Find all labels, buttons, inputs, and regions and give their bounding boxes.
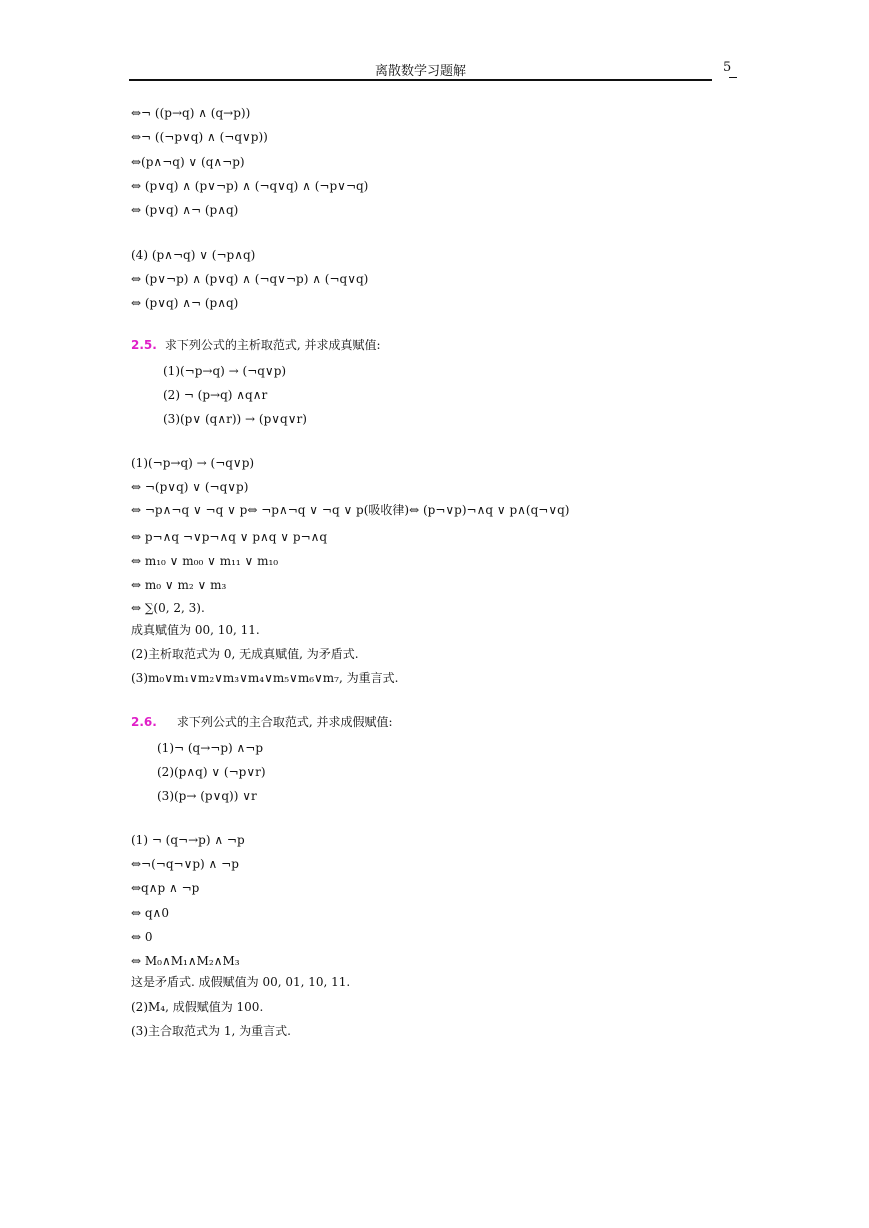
page-number: 5 xyxy=(723,60,732,75)
solution-line: (3)主合取范式为 1, 为重言式. xyxy=(131,1024,291,1038)
page-number-underline xyxy=(729,77,737,78)
solution-line: ⇔ ∑(0, 2, 3). xyxy=(131,601,205,615)
formula-line: ⇔¬ ((p→q) ∧ (q→p)) xyxy=(131,106,251,120)
problem-number: 2.5. xyxy=(131,338,157,352)
problem-heading xyxy=(131,338,381,352)
problem-statement: 求下列公式的主析取范式, 并求成真赋值: xyxy=(164,338,381,352)
problem-item: (3)(p∨ (q∧r)) → (p∨q∨r) xyxy=(163,412,307,426)
solution-line: 这是矛盾式. 成假赋值为 00, 01, 10, 11. xyxy=(131,975,351,989)
formula-line: ⇔ (p∨q) ∧¬ (p∧q) xyxy=(131,296,239,310)
problem-item: (3)(p→ (p∨q)) ∨r xyxy=(157,789,257,803)
problem-item: (1)¬ (q→¬p) ∧¬p xyxy=(157,741,264,755)
solution-line: ⇔ m₁₀ ∨ m₀₀ ∨ m₁₁ ∨ m₁₀ xyxy=(131,554,279,568)
solution-line: ⇔ ¬p∧¬q ∨ ¬q ∨ p⇔ ¬p∧¬q ∨ ¬q ∨ p(吸收律)⇔ (p¬∨p)¬∧q ∨ p∧(q¬∨q) xyxy=(131,503,570,517)
solution-line: ⇔ m₀ ∨ m₂ ∨ m₃ xyxy=(131,578,227,592)
formula-line: ⇔ (p∨¬p) ∧ (p∨q) ∧ (¬q∨¬p) ∧ (¬q∨q) xyxy=(131,272,369,286)
solution-line: ⇔q∧p ∧ ¬p xyxy=(131,881,200,895)
solution-line: ⇔ M₀∧M₁∧M₂∧M₃ xyxy=(131,954,240,968)
solution-line: ⇔ 0 xyxy=(131,930,153,944)
solution-line: 成真赋值为 00, 10, 11. xyxy=(131,623,260,637)
formula-line: ⇔¬ ((¬p∨q) ∧ (¬q∨p)) xyxy=(131,130,268,144)
header-rule xyxy=(129,79,712,81)
formula-line: ⇔ (p∨q) ∧¬ (p∧q) xyxy=(131,203,239,217)
problem-heading xyxy=(131,715,393,729)
solution-line: (1) ¬ (q¬→p) ∧ ¬p xyxy=(131,833,245,847)
running-header-title: 离散数学习题解 xyxy=(374,64,466,79)
solution-line: (1)(¬p→q) → (¬q∨p) xyxy=(131,456,255,470)
formula-line: (4) (p∧¬q) ∨ (¬p∧q) xyxy=(131,248,256,262)
problem-item: (2)(p∧q) ∨ (¬p∨r) xyxy=(157,765,266,779)
solution-line: (2)主析取范式为 0, 无成真赋值, 为矛盾式. xyxy=(131,647,359,661)
problem-item: (2) ¬ (p→q) ∧q∧r xyxy=(163,388,268,402)
solution-line: (3)m₀∨m₁∨m₂∨m₃∨m₄∨m₅∨m₆∨m₇, 为重言式. xyxy=(131,671,399,685)
formula-line: ⇔ (p∨q) ∧ (p∨¬p) ∧ (¬q∨q) ∧ (¬p∨¬q) xyxy=(131,179,369,193)
problem-statement: 求下列公式的主合取范式, 并求成假赋值: xyxy=(176,715,393,729)
solution-line: (2)M₄, 成假赋值为 100. xyxy=(131,1000,264,1014)
solution-line: ⇔¬(¬q¬∨p) ∧ ¬p xyxy=(131,857,239,871)
solution-line: ⇔ ¬(p∨q) ∨ (¬q∨p) xyxy=(131,480,249,494)
problem-number: 2.6. xyxy=(131,715,157,729)
formula-line: ⇔(p∧¬q) ∨ (q∧¬p) xyxy=(131,155,245,169)
problem-item: (1)(¬p→q) → (¬q∨p) xyxy=(163,364,287,378)
solution-line: ⇔ p¬∧q ¬∨p¬∧q ∨ p∧q ∨ p¬∧q xyxy=(131,530,328,544)
solution-line: ⇔ q∧0 xyxy=(131,906,169,920)
